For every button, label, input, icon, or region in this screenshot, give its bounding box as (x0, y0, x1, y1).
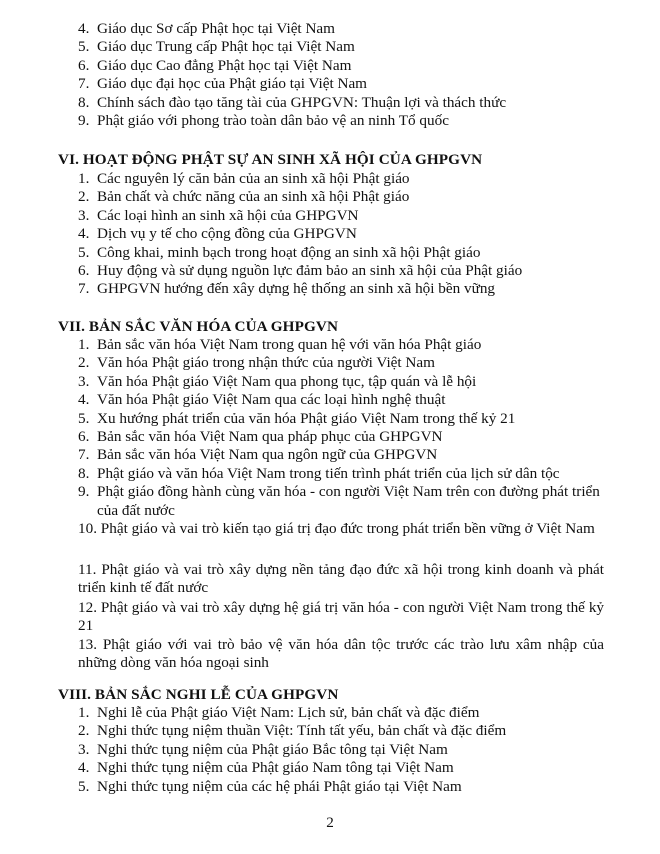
list-item (0, 244, 660, 262)
list-item (0, 262, 660, 280)
list-item-paragraph (78, 520, 604, 538)
section-8-list (0, 704, 660, 796)
item-number: 8. (78, 93, 90, 111)
item-number: 4. (78, 225, 90, 243)
section-7-list (0, 336, 660, 520)
item-number: 2. (78, 722, 90, 740)
item-text: Văn hóa Phật giáo trong nhận thức của người Việt Nam (97, 354, 435, 372)
item-text: Bản chất và chức năng của an sinh xã hội Phật giáo (97, 188, 410, 206)
item-number: 1. (78, 336, 90, 353)
item-number: 7. (78, 446, 90, 464)
item-text: Bản sắc văn hóa Việt Nam trong quan hệ với văn hóa Phật giáo (97, 336, 482, 353)
list-item-paragraph (78, 599, 604, 636)
section-8-heading: VIII. BẢN SẮC NGHI LỄ CỦA GHPGVN (58, 686, 339, 703)
item-text: Xu hướng phát triển của văn hóa Phật giáo Việt Nam trong thế kỷ 21 (97, 409, 516, 427)
list-item (0, 112, 660, 130)
item-text: Giáo dục Sơ cấp Phật học tại Việt Nam (97, 20, 335, 37)
item-text: Công khai, minh bạch trong hoạt động an sinh xã hội Phật giáo (97, 243, 481, 261)
list-item (0, 20, 660, 38)
list-item (0, 207, 660, 225)
item-text: Bản sắc văn hóa Việt Nam qua ngôn ngữ của GHPGVN (97, 446, 438, 464)
section-6-heading: VI. HOẠT ĐỘNG PHẬT SỰ AN SINH XÃ HỘI CỦA GHPGVN (58, 151, 483, 168)
item-number: 6. (78, 56, 90, 74)
item-number: 4. (78, 391, 90, 409)
item-text: Phật giáo và vai trò kiến tạo giá trị đạo đức trong phát triển bền vững ở Việt Nam (100, 520, 595, 537)
item-text: Nghi thức tụng niệm của các hệ phái Phật giáo tại Việt Nam (97, 777, 462, 795)
item-number: 3. (78, 372, 90, 390)
item-number: 3. (78, 206, 90, 224)
list-item (0, 759, 660, 777)
item-number: 4. (78, 759, 90, 777)
list-item (0, 741, 660, 759)
item-number: 3. (78, 740, 90, 758)
list-item (0, 391, 660, 409)
item-text: Giáo dục đại học của Phật giáo tại Việt Nam (97, 75, 367, 93)
item-number: 8. (78, 464, 90, 482)
item-number: 13. (78, 636, 97, 653)
item-number: 9. (78, 483, 90, 501)
item-text: Nghi lễ của Phật giáo Việt Nam: Lịch sử, bản chất và đặc điểm (97, 704, 480, 721)
list-item (0, 336, 660, 354)
section-7-heading: VII. BẢN SẮC VĂN HÓA CỦA GHPGVN (58, 318, 339, 335)
item-text: Phật giáo với phong trào toàn dân bảo vệ an ninh Tổ quốc (97, 111, 449, 129)
item-text: Văn hóa Phật giáo Việt Nam qua các loại hình nghệ thuật (97, 391, 446, 409)
list-item (0, 410, 660, 428)
item-text: Dịch vụ y tế cho cộng đồng của GHPGVN (97, 225, 357, 243)
item-text: Phật giáo đồng hành cùng văn hóa - con người Việt Nam trên con đường phát triển của đất nước (97, 483, 600, 519)
item-text: Nghi thức tụng niệm của Phật giáo Bắc tông tại Việt Nam (97, 740, 448, 758)
list-item (0, 188, 660, 206)
page-number: 2 (326, 814, 334, 831)
item-number: 2. (78, 188, 90, 206)
item-text: Văn hóa Phật giáo Việt Nam qua phong tục, tập quán và lễ hội (97, 372, 477, 390)
item-text: Nghi thức tụng niệm của Phật giáo Nam tông tại Việt Nam (97, 759, 454, 777)
item-number: 4. (78, 20, 90, 37)
list-item (0, 373, 660, 391)
item-number: 1. (78, 704, 90, 721)
list-item (0, 778, 660, 796)
list-item (0, 704, 660, 722)
item-text: Các loại hình an sinh xã hội của GHPGVN (97, 206, 359, 224)
item-number: 5. (78, 243, 90, 261)
item-number: 5. (78, 409, 90, 427)
list-item (0, 354, 660, 372)
item-text: Giáo dục Cao đẳng Phật học tại Việt Nam (97, 56, 352, 74)
item-text: Phật giáo và vai trò xây dựng nền tảng đạo đức xã hội trong kinh doanh và phát triển kinh tế đất nước (78, 561, 604, 597)
list-item-paragraph (78, 561, 604, 598)
list-item-paragraph (78, 636, 604, 673)
list-item (0, 483, 660, 520)
item-number: 12. (78, 599, 97, 616)
section-6-list (0, 170, 660, 299)
list-item (0, 446, 660, 464)
list-item (0, 465, 660, 483)
list-item (0, 170, 660, 188)
item-text: Bản sắc văn hóa Việt Nam qua pháp phục của GHPGVN (97, 427, 443, 445)
item-text: Giáo dục Trung cấp Phật học tại Việt Nam (97, 38, 355, 56)
item-text: GHPGVN hướng đến xây dựng hệ thống an sinh xã hội bền vững (97, 280, 496, 298)
item-number: 6. (78, 261, 90, 279)
item-text: Nghi thức tụng niệm thuần Việt: Tính tất yếu, bản chất và đặc điểm (97, 722, 507, 740)
list-item (0, 428, 660, 446)
item-number: 11. (78, 561, 97, 578)
list-item (0, 280, 660, 298)
list-item (0, 94, 660, 112)
section-5-list (0, 20, 660, 130)
item-number: 5. (78, 777, 90, 795)
item-number: 2. (78, 354, 90, 372)
item-number: 9. (78, 111, 90, 129)
item-text: Phật giáo với vai trò bảo vệ văn hóa dân tộc trước các trào lưu xâm nhập của những dòng văn hóa ngoại sinh (78, 636, 604, 672)
list-item (0, 722, 660, 740)
item-text: Phật giáo và vai trò xây dựng hệ giá trị văn hóa - con người Việt Nam trong thế kỷ 21 (78, 599, 605, 635)
list-item (0, 38, 660, 56)
list-item (0, 75, 660, 93)
item-text: Các nguyên lý căn bản của an sinh xã hội Phật giáo (97, 170, 410, 187)
item-number: 10. (78, 520, 97, 537)
item-number: 1. (78, 170, 90, 187)
list-item (0, 57, 660, 75)
item-number: 5. (78, 38, 90, 56)
item-number: 7. (78, 75, 90, 93)
item-text: Huy động và sử dụng nguồn lực đảm bảo an sinh xã hội của Phật giáo (97, 261, 523, 279)
item-text: Chính sách đào tạo tăng tài của GHPGVN: Thuận lợi và thách thức (97, 93, 507, 111)
list-item (0, 225, 660, 243)
item-number: 7. (78, 280, 90, 298)
item-number: 6. (78, 427, 90, 445)
item-text: Phật giáo và văn hóa Việt Nam trong tiến trình phát triển của lịch sử dân tộc (97, 464, 560, 482)
